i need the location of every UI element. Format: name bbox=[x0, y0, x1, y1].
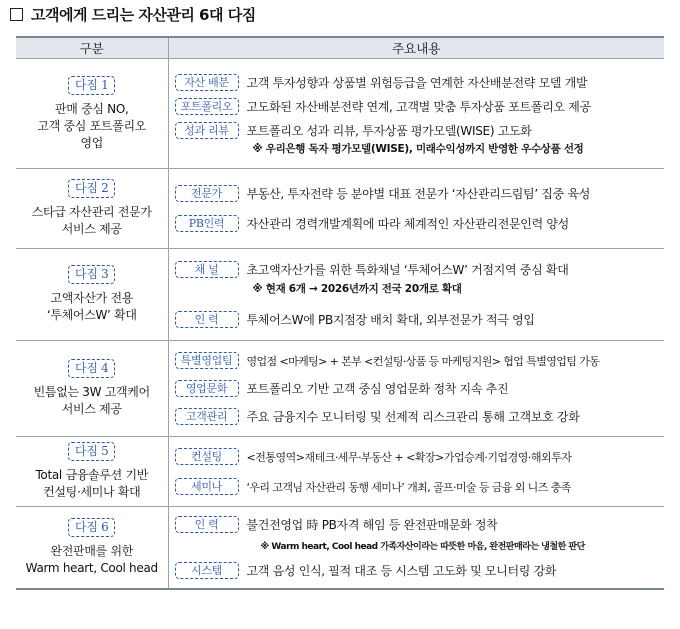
row-content-cell bbox=[168, 59, 664, 169]
table-row bbox=[16, 507, 664, 589]
content-line bbox=[169, 375, 665, 403]
content-line bbox=[169, 308, 665, 332]
pledge-title-line: ‘투체어스W’ 확대 bbox=[46, 308, 137, 322]
pledge-title-line: Total 금융솔루션 기반 bbox=[35, 468, 149, 482]
item-text: 부동산, 투자전략 등 분야별 대표 전문가 ‘자산관리드림팀’ 집중 육성 bbox=[246, 187, 591, 201]
page-title bbox=[10, 4, 256, 25]
header-category: 구분 bbox=[16, 37, 168, 59]
table-row bbox=[16, 59, 664, 169]
pledge-title-line: 컨설팅·세미나 확대 bbox=[43, 485, 141, 499]
item-text: 영업점 <마케팅> + 본부 <컨설팅·상품 등 마케팅지원> 협업 특별영업팀 가동 bbox=[246, 354, 600, 368]
item-text: ‘우리 고객님 자산관리 동행 세미나’ 개최, 골프·미술 등 금융 외 니즈 충족 bbox=[246, 480, 571, 494]
table-row bbox=[16, 249, 664, 341]
content-line bbox=[169, 118, 665, 142]
pledge-title-line: 서비스 제공 bbox=[61, 402, 122, 416]
item-text: 초고액자산가를 위한 특화채널 ‘투체어스W’ 거점지역 중심 확대 bbox=[246, 263, 569, 277]
row-note: ※ Warm heart, Cool head 가족자산이라는 따뜻한 마음, 완전판매라는 냉철한 판단 bbox=[260, 542, 585, 553]
header-content: 주요내용 bbox=[168, 37, 664, 59]
item-tag: 채 널 bbox=[175, 261, 239, 278]
item-text: 포트폴리오 성과 리뷰, 투자상품 평가모델(WISE) 고도화 bbox=[246, 123, 532, 138]
row-content-cell bbox=[168, 169, 664, 249]
row-label-cell bbox=[16, 169, 168, 249]
row-content-cell bbox=[168, 249, 664, 341]
item-tag: 전문가 bbox=[175, 185, 239, 202]
pledges-table bbox=[16, 36, 664, 590]
content-line bbox=[169, 209, 665, 239]
pledge-title-line: 고객 중심 포트폴리오 bbox=[37, 118, 147, 133]
content-line bbox=[169, 347, 665, 375]
pledge-title-line: 서비스 제공 bbox=[61, 222, 122, 236]
row-note: ※ 현재 6개 → 2026년까지 전국 20개로 확대 bbox=[252, 282, 462, 295]
content-line bbox=[169, 558, 665, 582]
item-tag: 고객관리 bbox=[175, 408, 239, 425]
item-text: 포트폴리오 기반 고객 중심 영업문화 정착 지속 추진 bbox=[246, 382, 509, 396]
content-line bbox=[169, 403, 665, 431]
item-text: 투체어스W에 PB지점장 배치 확대, 외부전문가 적극 영입 bbox=[246, 313, 535, 327]
pledge-tag: 다짐 2 bbox=[68, 179, 115, 198]
item-tag: 자산 배분 bbox=[175, 74, 239, 91]
content-line bbox=[169, 512, 665, 536]
item-tag: 세미나 bbox=[175, 478, 239, 495]
content-line bbox=[169, 258, 665, 282]
pledge-tag: 다짐 4 bbox=[68, 359, 115, 378]
checkbox-square-icon bbox=[10, 8, 23, 21]
row-label-cell bbox=[16, 59, 168, 169]
item-text: 고객 투자성향과 상품별 위험등급을 연계한 자산배분전략 모델 개발 bbox=[246, 75, 588, 90]
item-tag: 인 력 bbox=[175, 516, 239, 533]
item-text: 불건전영업 時 PB자격 해임 등 완전판매문화 정착 bbox=[246, 517, 498, 532]
content-line bbox=[169, 94, 665, 118]
pledge-title-line: 스타급 자산관리 전문가 bbox=[31, 205, 152, 219]
item-text: <전통영역>재테크·세무·부동산 + <확장>가업승계·기업경영·해외투자 bbox=[246, 450, 572, 464]
pledge-tag: 다짐 1 bbox=[68, 76, 115, 95]
content-line bbox=[169, 472, 665, 502]
row-label-cell bbox=[16, 507, 168, 589]
pledge-title-line: 고액자산가 전용 bbox=[50, 291, 134, 305]
pledge-tag: 다짐 3 bbox=[68, 265, 115, 284]
item-tag: 컨설팅 bbox=[175, 448, 239, 465]
row-label-cell bbox=[16, 249, 168, 341]
row-content-cell bbox=[168, 507, 664, 589]
row-content-cell bbox=[168, 437, 664, 507]
item-tag: 영업문화 bbox=[175, 380, 239, 397]
pledge-title-line: 영업 bbox=[80, 135, 104, 150]
row-label-cell bbox=[16, 341, 168, 437]
table-row bbox=[16, 169, 664, 249]
table-header-row bbox=[16, 37, 664, 59]
item-tag: 시스템 bbox=[175, 562, 239, 579]
item-tag: 성과 리뷰 bbox=[175, 122, 239, 139]
item-tag: PB인력 bbox=[175, 215, 239, 232]
row-note: ※ 우리은행 독자 평가모델(WISE), 미래수익성까지 반영한 우수상품 선정 bbox=[252, 143, 584, 155]
pledge-title-line: 빈틈없는 3W 고객케어 bbox=[33, 385, 150, 399]
item-tag: 포트폴리오 bbox=[175, 98, 239, 115]
content-line bbox=[169, 179, 665, 209]
row-label-cell bbox=[16, 437, 168, 507]
content-line bbox=[169, 442, 665, 472]
pledge-tag: 다짐 5 bbox=[68, 442, 115, 461]
item-text: 자산관리 경력개발계획에 따라 체계적인 자산관리전문인력 양성 bbox=[246, 217, 569, 231]
title-text: 고객에게 드리는 자산관리 6대 다짐 bbox=[31, 6, 256, 24]
item-text: 주요 금융지수 모니터링 및 선제적 리스크관리 통해 고객보호 강화 bbox=[246, 410, 580, 424]
pledge-title-line: Warm heart, Cool head bbox=[25, 560, 158, 575]
table-row bbox=[16, 437, 664, 507]
pledge-title-line: 판매 중심 NO, bbox=[54, 101, 129, 116]
pledge-tag: 다짐 6 bbox=[68, 518, 115, 537]
item-text: 고도화된 자산배분전략 연계, 고객별 맞춤 투자상품 포트폴리오 제공 bbox=[246, 99, 591, 114]
row-content-cell bbox=[168, 341, 664, 437]
item-tag: 인 력 bbox=[175, 311, 239, 328]
content-line bbox=[169, 70, 665, 94]
item-text: 고객 음성 인식, 필적 대조 등 시스템 고도화 및 모니터링 강화 bbox=[246, 563, 557, 578]
pledge-title-line: 완전판매를 위한 bbox=[50, 543, 134, 558]
table-row bbox=[16, 341, 664, 437]
item-tag: 특별영업팀 bbox=[175, 352, 239, 369]
